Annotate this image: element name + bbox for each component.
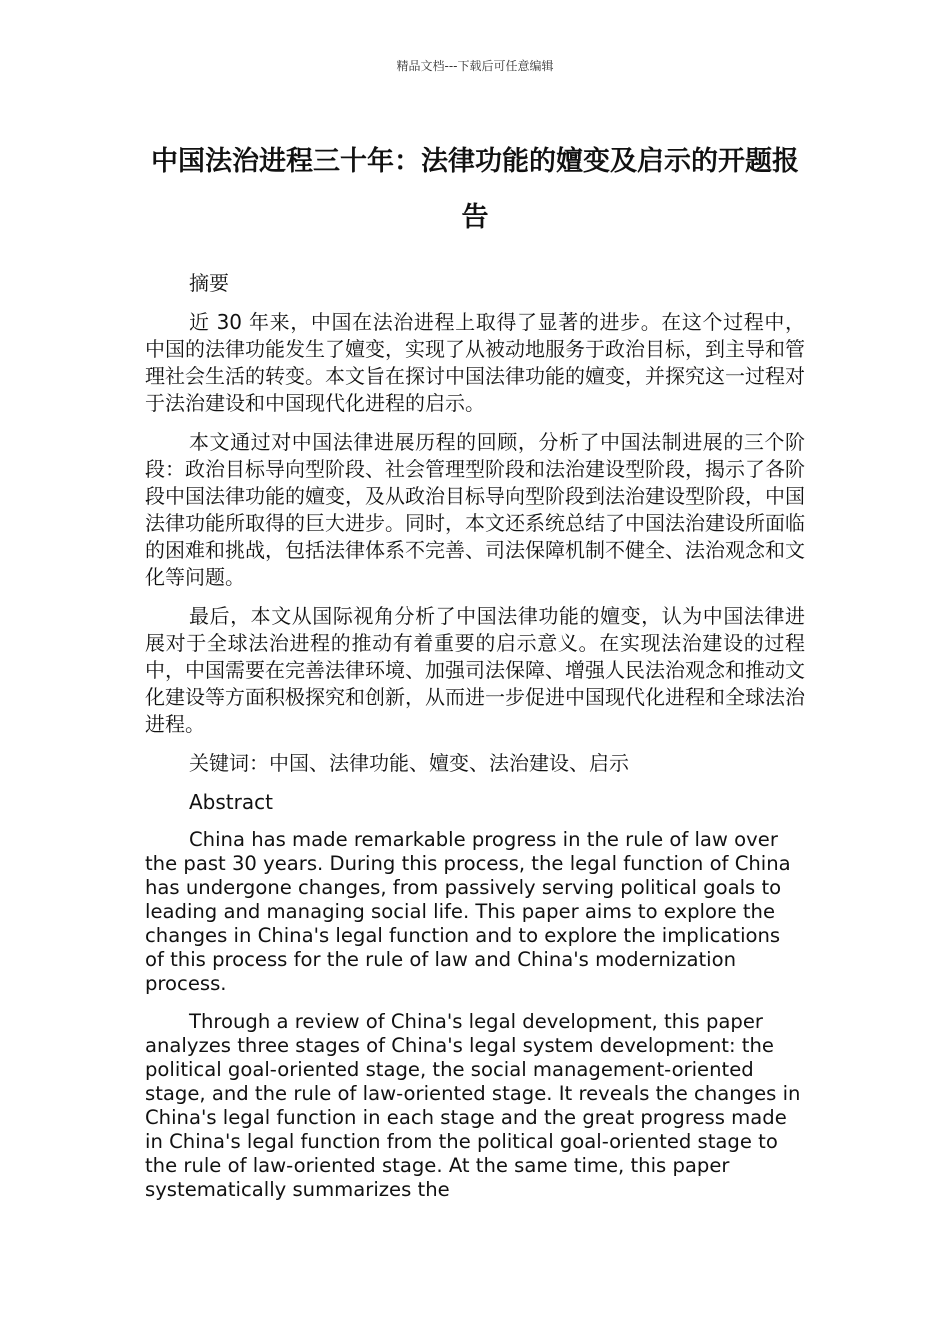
abstract-cn-paragraph: 本文通过对中国法律进展历程的回顾，分析了中国法制进展的三个阶段：政治目标导向型阶段、社会管理型阶段和法治建设型阶段，揭示了各阶段中国法律功能的嬗变，及从政治目标导向型阶段到法治建设型阶段，中国法律功能所取得的巨大进步。同时，本文还系统总结了中国法治建设所面临的困难和挑战，包括法律体系不完善、司法保障机制不健全、法治观念和文化等问题。 xyxy=(145,430,805,589)
abstract-en-paragraph: Through a review of China's legal development, this paper analyzes three stages of China's legal system development: the political goal-oriented stage, the social management-oriented stage, and the rule of law-oriented stage. It reveals the changes in China's legal function in each stage and the great progress made in China's legal function from the political goal-oriented stage to the rule of law-oriented stage. At the same time, this paper systematically summarizes the xyxy=(145,1010,801,1201)
abstract-cn-heading: 摘要 xyxy=(189,271,229,295)
header-note: 精品文档---下载后可任意编辑 xyxy=(396,59,554,73)
abstract-cn-paragraph: 最后，本文从国际视角分析了中国法律功能的嬗变，认为中国法律进展对于全球法治进程的推动有着重要的启示意义。在实现法治建设的过程中，中国需要在完善法律环境、加强司法保障、增强人民法治观念和推动文化建设等方面积极探究和创新，从而进一步促进中国现代化进程和全球法治进程。 xyxy=(145,604,805,736)
abstract-en-heading: Abstract xyxy=(189,790,273,814)
abstract-cn-paragraph: 近 30 年来，中国在法治进程上取得了显著的进步。在这个过程中，中国的法律功能发生了嬗变，实现了从被动地服务于政治目标，到主导和管理社会生活的转变。本文旨在探讨中国法律功能的嬗变，并探究这一过程对于法治建设和中国现代化进程的启示。 xyxy=(145,310,805,415)
document-title: 中国法治进程三十年：法律功能的嬗变及启示的开题报告 xyxy=(151,146,799,233)
abstract-en-paragraph: China has made remarkable progress in the rule of law over the past 30 years. During this process, the legal function of China has undergone changes, from passively serving political goals to leading and managing social life. This paper aims to explore the changes in China's legal function and to explore the implications of this process for the rule of law and China's modernization process. xyxy=(145,828,791,995)
keywords-line: 关键词：中国、法律功能、嬗变、法治建设、启示 xyxy=(189,751,629,775)
document-body xyxy=(145,270,805,1216)
